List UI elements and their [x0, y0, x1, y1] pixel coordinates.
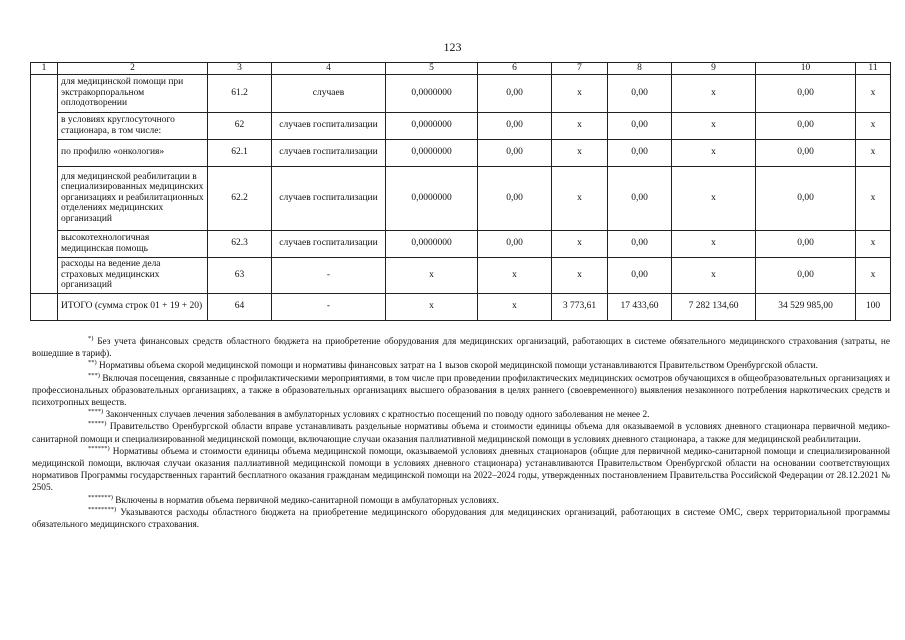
row-c7-cell: х [552, 74, 608, 112]
header-cell: 11 [856, 63, 891, 75]
footnote-text: Нормативы объема и стоимости единицы объема медицинской помощи, оказываемой условиях дневных стационаров (общие для первичной медико-санитарной помощи и специализированной медицинской помощи, включая случаи оказания паллиативной медицинской помощи в условиях дневного стационара) устанавливаются Правительством Оренбургской области на основании соответствующих нормативов Программы государственных гарантий бесплатного оказания гражданам медицинской помощи на 2022–2024 годы, утвержденных постановлением Правительства Российской Федерации от 28.12.2021 № 2505. [32, 446, 890, 494]
row-name-cell: для медицинской реабилитации в специализированных медицинских организациях и реабилитационных отделениях медицинских организаций [58, 166, 208, 230]
row-c11-cell: х [856, 74, 891, 112]
table-row [31, 293, 891, 320]
footnote [32, 507, 890, 531]
row-c10-cell: 0,00 [756, 166, 856, 230]
row-c9-cell: х [672, 74, 756, 112]
header-cell: 5 [386, 63, 478, 75]
row-c9-cell: х [672, 139, 756, 166]
row-c6-cell: 0,00 [478, 112, 552, 139]
row-c5-cell: 0,0000000 [386, 166, 478, 230]
row-unit-cell: случаев госпитализации [272, 166, 386, 230]
row-c7-cell: х [552, 257, 608, 293]
row-code-cell: 61.2 [208, 74, 272, 112]
header-cell: 9 [672, 63, 756, 75]
header-cell: 8 [608, 63, 672, 75]
footnote-mark: *) [88, 334, 94, 342]
row-c8-cell: 0,00 [608, 74, 672, 112]
row-code-cell: 62.1 [208, 139, 272, 166]
row-name-cell: расходы на ведение дела страховых медицинских организаций [58, 257, 208, 293]
row-c6-cell: х [478, 257, 552, 293]
footnote-mark: ****) [88, 408, 104, 416]
row-c10-cell: 0,00 [756, 257, 856, 293]
row-c5-cell: х [386, 293, 478, 320]
row-unit-cell: случаев госпитализации [272, 139, 386, 166]
row-c6-cell: 0,00 [478, 139, 552, 166]
row-c9-cell: х [672, 112, 756, 139]
footnote-text: Нормативы объема скорой медицинской помощи и нормативы финансовых затрат на 1 вызов скорой медицинской помощи устанавливаются Правительством Оренбургской области. [99, 361, 818, 372]
row-c11-cell: х [856, 230, 891, 257]
row-c10-cell: 0,00 [756, 112, 856, 139]
row-name-cell: в условиях круглосуточного стационара, в том числе: [58, 112, 208, 139]
row-c9-cell: х [672, 257, 756, 293]
row-code-cell: 62.2 [208, 166, 272, 230]
footnote-mark: ********) [88, 505, 117, 513]
footnote [32, 421, 890, 445]
table-row [31, 139, 891, 166]
row-c11-cell: х [856, 257, 891, 293]
footnote-text: Правительство Оренбургской области вправе устанавливать раздельные нормативы объема и стоимости единицы объема для оказываемой в условиях дневного стационара первичной медико-санитарной помощи и специализированной медицинской помощи, включающие случаи оказания паллиативной медицинской помощи в условиях дневного стационара, а также для медицинской реабилитации. [32, 422, 891, 445]
header-cell: 2 [58, 63, 208, 75]
table-header-row [31, 63, 891, 75]
row-c6-cell: 0,00 [478, 166, 552, 230]
row-c8-cell: 0,00 [608, 257, 672, 293]
row-c11-cell: х [856, 166, 891, 230]
footnote [32, 409, 890, 421]
row-unit-cell: - [272, 257, 386, 293]
row-c7-cell: х [552, 112, 608, 139]
row-c8-cell: 17 433,60 [608, 293, 672, 320]
page-number: 123 [443, 40, 462, 54]
row-c10-cell: 34 529 985,00 [756, 293, 856, 320]
row-name-cell: ИТОГО (сумма строк 01 + 19 + 20) [58, 293, 208, 320]
row-c7-cell: х [552, 139, 608, 166]
row-c10-cell: 0,00 [756, 74, 856, 112]
footnote-text: Без учета финансовых средств областного бюджета на приобретение оборудования для медицинских организаций, работающих в системе обязательного медицинского страхования (затраты, не вошедшие в тариф). [32, 337, 890, 360]
row-c10-cell: 0,00 [756, 139, 856, 166]
row-c9-cell: 7 282 134,60 [672, 293, 756, 320]
row-c11-cell: 100 [856, 293, 891, 320]
row-c10-cell: 0,00 [756, 230, 856, 257]
header-cell: 10 [756, 63, 856, 75]
row-c5-cell: 0,0000000 [386, 74, 478, 112]
footnote [32, 373, 890, 410]
footnote [32, 360, 890, 372]
row-c8-cell: 0,00 [608, 230, 672, 257]
footnote-text: Указываются расходы областного бюджета на приобретение медицинского оборудования для медицинских организаций, работающих в системе ОМС, сверх территориальной программы обязательного медицинского страхования. [32, 507, 890, 531]
row-unit-cell: случаев госпитализации [272, 230, 386, 257]
normatives-table [30, 62, 891, 321]
footnote [32, 446, 890, 495]
header-cell: 7 [552, 63, 608, 75]
table-row [31, 112, 891, 139]
row-c8-cell: 0,00 [608, 166, 672, 230]
row-c6-cell: х [478, 293, 552, 320]
row-c6-cell: 0,00 [478, 74, 552, 112]
row-c9-cell: х [672, 166, 756, 230]
row-code-cell: 64 [208, 293, 272, 320]
row-c5-cell: 0,0000000 [386, 139, 478, 166]
row-c7-cell: 3 773,61 [552, 293, 608, 320]
footnote [32, 336, 890, 360]
row-c9-cell: х [672, 230, 756, 257]
footnote-mark: *****) [88, 420, 107, 428]
row-c7-cell: х [552, 230, 608, 257]
row-c5-cell: 0,0000000 [386, 230, 478, 257]
row-code-cell: 63 [208, 257, 272, 293]
footnote-text: Законченных случаев лечения заболевания в амбулаторных условиях с кратностью посещений по поводу одного заболевания не менее 2. [105, 410, 650, 421]
table-row [31, 166, 891, 230]
row-name-cell: для медицинской помощи при экстракорпоральном оплодотворении [58, 74, 208, 112]
row-c6-cell: 0,00 [478, 230, 552, 257]
row-c7-cell: х [552, 166, 608, 230]
row-c5-cell: 0,0000000 [386, 112, 478, 139]
row-unit-cell: случаев [272, 74, 386, 112]
row-group-cell [31, 293, 58, 320]
row-c8-cell: 0,00 [608, 112, 672, 139]
header-cell: 3 [208, 63, 272, 75]
footnote-text: Включены в норматив объема первичной медико-санитарной помощи в амбулаторных условиях. [115, 495, 499, 506]
row-c11-cell: х [856, 139, 891, 166]
footnote-text: Включая посещения, связанные с профилактическими мероприятиями, в том числе при проведении профилактических медицинских осмотров обучающихся в общеобразовательных организациях и профессиональных образовательных организациях, а также в образовательных организациях высшего образования в целях раннего (своевременного) выявления незаконного потребления наркотических средств и психотропных веществ. [32, 373, 890, 409]
table-row [31, 74, 891, 112]
row-c11-cell: х [856, 112, 891, 139]
header-cell: 1 [31, 63, 58, 75]
row-name-cell: по профилю «онкология» [58, 139, 208, 166]
row-group-cell [31, 74, 58, 293]
header-cell: 4 [272, 63, 386, 75]
footnote-mark: ***) [88, 371, 100, 379]
footnote-mark: *******) [88, 493, 113, 501]
footnotes [32, 336, 890, 531]
row-c8-cell: 0,00 [608, 139, 672, 166]
table-row [31, 230, 891, 257]
row-unit-cell: - [272, 293, 386, 320]
header-cell: 6 [478, 63, 552, 75]
footnote-mark: ******) [88, 444, 110, 452]
row-name-cell: высокотехнологичная медицинская помощь [58, 230, 208, 257]
footnote-mark: **) [88, 359, 97, 367]
row-code-cell: 62.3 [208, 230, 272, 257]
row-unit-cell: случаев госпитализации [272, 112, 386, 139]
footnote [32, 495, 890, 507]
row-c5-cell: х [386, 257, 478, 293]
row-code-cell: 62 [208, 112, 272, 139]
table-row [31, 257, 891, 293]
